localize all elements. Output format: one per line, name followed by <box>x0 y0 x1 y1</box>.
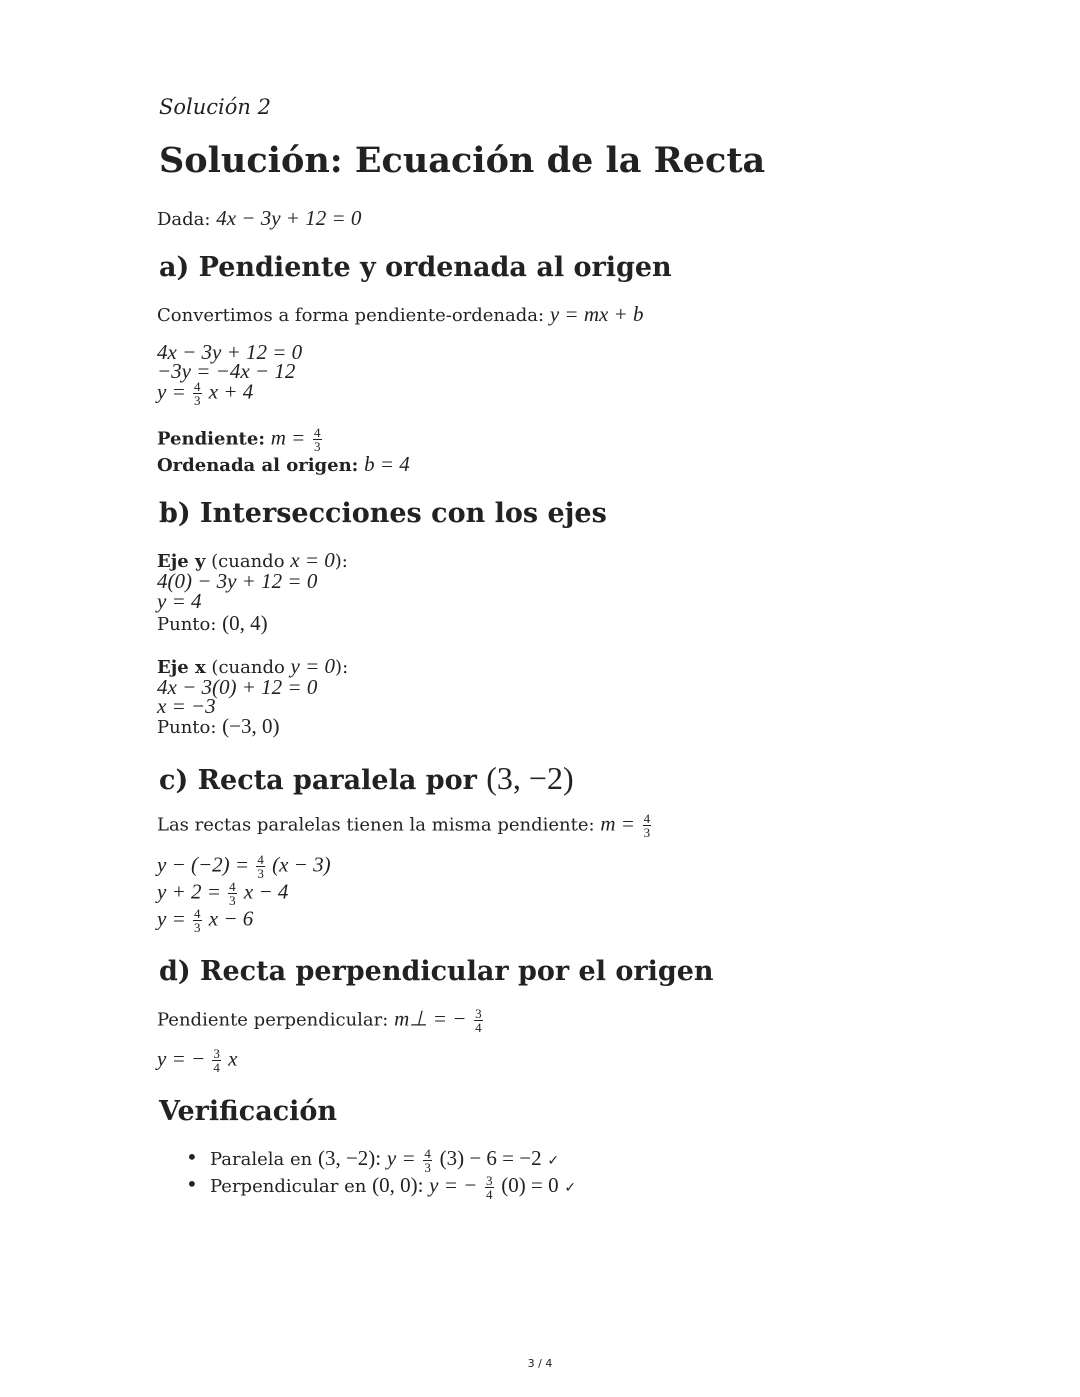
line-2-right: x − 4 <box>243 879 289 904</box>
line-3-right: x − 6 <box>208 906 254 931</box>
section-a-step-1: 4x − 3y + 12 = 0 <box>157 340 303 364</box>
line-3-fraction <box>193 907 202 934</box>
section-c-line-3 <box>157 907 253 934</box>
intercept-label: Ordenada al origen: <box>157 455 359 476</box>
x-axis-point-label: Punto: <box>157 717 217 738</box>
section-a-intro-text: Convertimos a forma pendiente-ordenada: <box>157 305 545 326</box>
verification-item-math-left: y = <box>386 1146 416 1170</box>
section-a-step-3 <box>157 380 253 407</box>
slope-line <box>157 426 324 453</box>
section-c-line-2 <box>157 880 288 907</box>
section-c-heading <box>159 760 574 797</box>
x-axis-cond-math: y = 0 <box>290 654 336 678</box>
verification-list <box>186 1146 576 1200</box>
section-c-heading-point: (3, −2) <box>486 760 574 796</box>
fraction-denominator: 4 <box>475 1020 482 1035</box>
verification-item-point: (3, −2): <box>317 1146 382 1170</box>
verification-item-text: Paralela en <box>210 1149 313 1170</box>
section-d-intro-text: Pendiente perpendicular: <box>157 1009 389 1031</box>
intercept-math: b = 4 <box>364 452 410 476</box>
fraction-numerator: 4 <box>643 811 651 826</box>
verification-item-point: (0, 0): <box>372 1173 424 1197</box>
section-a-intro <box>157 304 643 325</box>
section-a-heading: a) Pendiente y ordenada al origen <box>159 252 672 283</box>
verification-item-fraction <box>485 1174 494 1201</box>
given-label: Dada: <box>157 209 211 230</box>
y-axis-point: (0, 4) <box>222 611 268 635</box>
check-icon: ✓ <box>564 1180 577 1196</box>
fraction-denominator: 3 <box>424 1159 431 1175</box>
list-item <box>186 1173 576 1200</box>
y-axis-step-1: 4(0) − 3y + 12 = 0 <box>157 569 318 593</box>
section-c-intro-text: Las rectas paralelas tienen la misma pendiente: <box>157 814 595 836</box>
result-left: y = − <box>157 1046 206 1071</box>
y-axis-cond-open: (cuando <box>211 551 285 572</box>
x-axis-label: Eje x <box>157 657 206 678</box>
section-c-intro-math: m = <box>600 811 635 836</box>
line-3-left: y = <box>157 906 186 931</box>
fraction-denominator: 4 <box>486 1186 493 1202</box>
verification-item-math-right: (3) − 6 = −2 <box>439 1146 542 1170</box>
fraction-denominator: 3 <box>314 439 321 454</box>
header-label: Solución 2 <box>159 95 271 119</box>
given-line <box>157 208 361 229</box>
step-3-right: x + 4 <box>208 379 254 404</box>
section-d-intro-fraction <box>474 1007 483 1034</box>
y-axis-point-line <box>157 613 268 634</box>
fraction-numerator: 4 <box>229 879 236 894</box>
y-axis-cond-math: x = 0 <box>290 548 335 572</box>
section-d-intro-math: m⊥ = − <box>394 1006 467 1031</box>
step-3-left: y = <box>157 379 186 404</box>
check-icon: ✓ <box>547 1153 560 1169</box>
verification-item-math-right: (0) = 0 <box>501 1173 559 1197</box>
x-axis-point-line <box>157 716 280 737</box>
line-2-fraction <box>228 880 237 907</box>
fraction-denominator: 3 <box>257 866 264 881</box>
line-1-left: y − (−2) = <box>157 852 250 877</box>
x-axis-step-2: x = −3 <box>157 694 216 718</box>
result-fraction <box>212 1047 221 1074</box>
section-c-line-1 <box>157 853 331 880</box>
fraction-numerator: 3 <box>213 1046 220 1061</box>
slope-fraction <box>313 426 322 453</box>
x-axis-step-1: 4x − 3(0) + 12 = 0 <box>157 675 318 699</box>
fraction-numerator: 3 <box>486 1172 493 1188</box>
step-3-fraction <box>193 380 202 407</box>
x-axis-point: (−3, 0) <box>222 714 280 738</box>
line-2-left: y + 2 = <box>157 879 221 904</box>
y-axis-point-label: Punto: <box>157 614 217 635</box>
slope-label: Pendiente: <box>157 428 265 450</box>
intercept-line <box>157 454 410 475</box>
y-axis-condition <box>157 550 348 571</box>
fraction-numerator: 4 <box>424 1145 431 1161</box>
fraction-denominator: 3 <box>194 920 201 935</box>
section-a-step-2: −3y = −4x − 12 <box>157 359 296 383</box>
page-title: Solución: Ecuación de la Recta <box>159 140 766 181</box>
section-c-intro <box>157 812 653 839</box>
given-equation: 4x − 3y + 12 = 0 <box>216 206 362 230</box>
fraction-numerator: 3 <box>475 1006 482 1021</box>
page-number: 3 / 4 <box>527 1357 553 1370</box>
fraction-numerator: 4 <box>194 906 201 921</box>
line-1-fraction <box>256 853 265 880</box>
section-d-heading: d) Recta perpendicular por el origen <box>159 956 714 987</box>
verification-item-math-left: y = − <box>429 1173 478 1197</box>
verification-heading: Verificación <box>159 1096 338 1127</box>
line-1-right: (x − 3) <box>272 852 331 877</box>
verification-item-fraction <box>423 1147 432 1174</box>
verification-item-text: Perpendicular en <box>210 1176 367 1197</box>
y-axis-cond-close: ): <box>334 551 348 572</box>
fraction-numerator: 4 <box>194 379 201 394</box>
x-axis-cond-close: ): <box>335 657 349 678</box>
fraction-denominator: 3 <box>229 893 236 908</box>
x-axis-cond-open: (cuando <box>211 657 285 678</box>
section-c-intro-fraction <box>643 812 652 839</box>
x-axis-condition <box>157 656 348 677</box>
y-axis-step-2: y = 4 <box>157 589 202 613</box>
fraction-numerator: 4 <box>314 425 321 440</box>
section-a-intro-math: y = mx + b <box>549 302 644 326</box>
list-item <box>186 1146 576 1173</box>
section-b-heading: b) Intersecciones con los ejes <box>159 498 607 529</box>
fraction-denominator: 3 <box>194 393 201 408</box>
fraction-denominator: 3 <box>643 825 651 840</box>
fraction-numerator: 4 <box>257 852 264 867</box>
fraction-denominator: 4 <box>213 1060 220 1075</box>
result-right: x <box>228 1046 238 1071</box>
y-axis-label: Eje y <box>157 551 206 572</box>
section-d-intro <box>157 1007 485 1034</box>
section-d-result <box>157 1047 238 1074</box>
slope-math: m = <box>270 425 306 450</box>
section-c-heading-text: c) Recta paralela por <box>159 765 477 796</box>
